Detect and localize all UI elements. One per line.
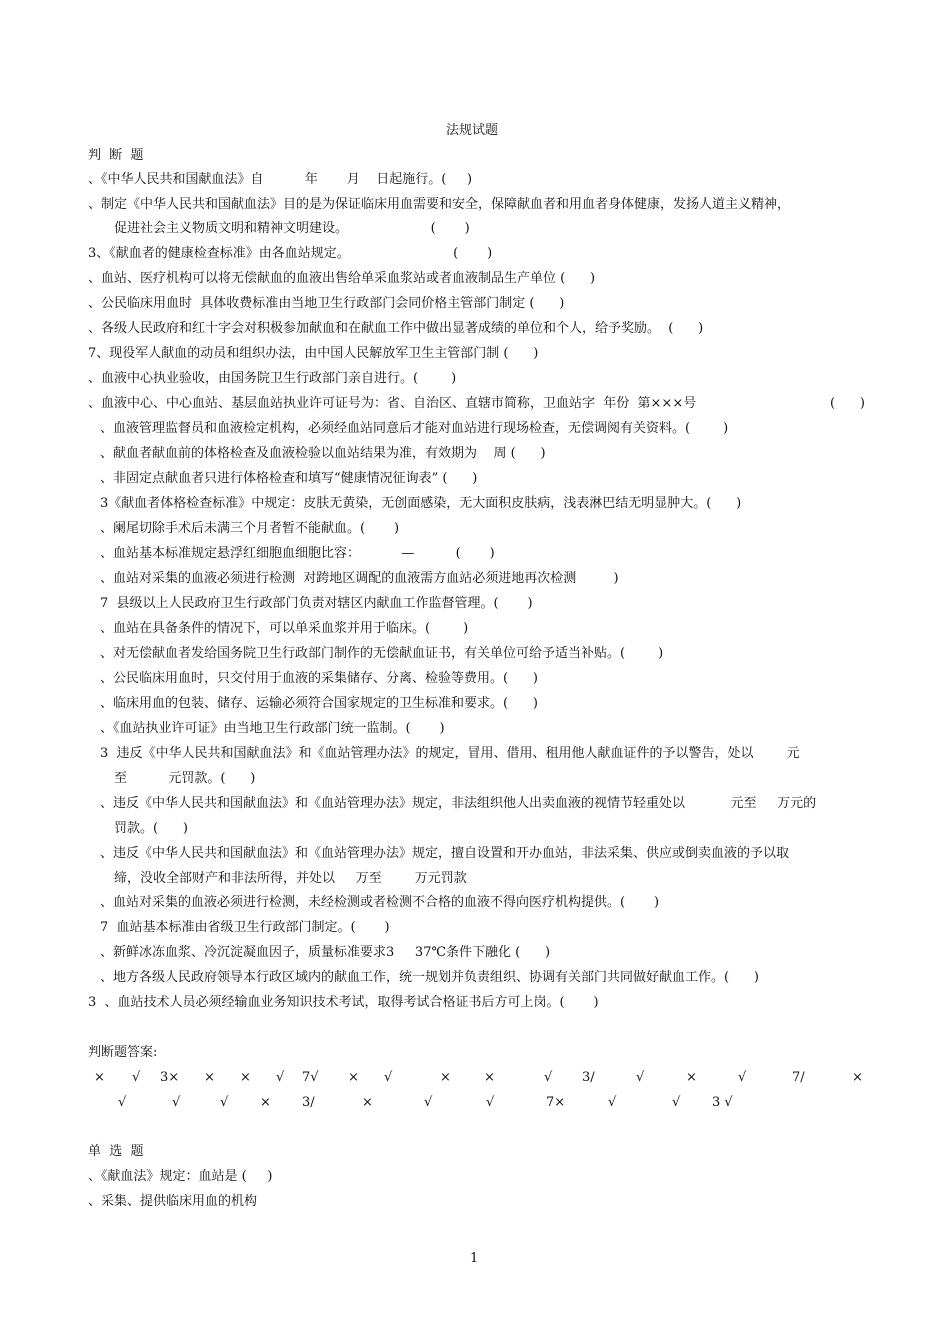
answer-mark: √: [544, 1070, 553, 1085]
answer-mark: ×: [686, 1070, 697, 1085]
mc-question-1: 、《献血法》规定：血站是 ( ): [88, 1169, 273, 1184]
question-21: 、临床用血的包装、储存、运输必须符合国家规定的卫生标准和要求。( ): [100, 696, 538, 711]
question-23: 3 违反《中华人民共和国献血法》和《血站管理办法》的规定，冒用、借用、租用他人献血证件的予以警告，处以 元: [100, 746, 800, 761]
question-14: 、阑尾切除手术后未满三个月者暂不能献血。( ): [100, 521, 400, 536]
answer-mark: √: [424, 1095, 433, 1110]
mc-option-a: 、采集、提供临床用血的机构: [88, 1194, 258, 1209]
question-25-continued: 缔，没收全部财产和非法所得，并处以 万至 万元罚款: [114, 871, 467, 886]
answer-mark: 3×: [160, 1070, 180, 1085]
answer-mark: 7/: [792, 1070, 805, 1085]
question-27: 7 血站基本标准由省级卫生行政部门制定。( ): [100, 920, 390, 935]
answer-mark: √: [276, 1070, 285, 1085]
question-24-continued: 罚款。( ): [114, 821, 188, 836]
question-2-continued: 促进社会主义物质文明和精神文明建设。 ( ): [114, 221, 470, 236]
question-6: 、各级人民政府和红十字会对积极参加献血和在献血工作中做出显著成绩的单位和个人，给予奖励。 ( ): [88, 321, 704, 336]
answer-mark: ×: [94, 1070, 105, 1085]
question-29: 、地方各级人民政府领导本行政区域内的献血工作，统一规划并负责组织、协调有关部门共同做好献血工作。( ): [100, 970, 759, 985]
answer-mark: ×: [348, 1070, 359, 1085]
question-16: 、血站对采集的血液必须进行检测 对跨地区调配的血液需方血站必须进地再次检测 ): [100, 571, 619, 586]
question-18: 、血站在具备条件的情况下，可以单采血浆并用于临床。( ): [100, 621, 469, 636]
question-12: 、非固定点献血者只进行体格检查和填写“健康情况征询表” ( ): [100, 471, 478, 486]
question-9-bracket: ( ): [830, 396, 865, 411]
question-22: 、《血站执业许可证》由当地卫生行政部门统一监制。( ): [100, 721, 445, 736]
answer-mark: √: [172, 1095, 181, 1110]
answer-mark: √: [384, 1070, 393, 1085]
question-25: 、违反《中华人民共和国献血法》和《血站管理办法》规定，擅自设置和开办血站，非法采集、供应或倒卖血液的予以取: [100, 846, 790, 861]
section-heading-true-false: 判 断 题: [88, 148, 144, 163]
question-13: 3《献血者体格检查标准》中规定：皮肤无黄染，无创面感染，无大面积皮肤病，浅表淋巴结无明显肿大。( ): [100, 496, 742, 511]
answers-heading: 判断题答案:: [88, 1045, 158, 1060]
question-20: 、公民临床用血时，只交付用于血液的采集储存、分离、检验等费用。( ): [100, 671, 538, 686]
question-17: 7 县级以上人民政府卫生行政部门负责对辖区内献血工作监督管理。( ): [100, 596, 533, 611]
question-19: 、对无偿献血者发给国务院卫生行政部门制作的无偿献血证书，有关单位可给予适当补贴。( ): [100, 646, 664, 661]
answer-mark: √: [672, 1095, 681, 1110]
answer-mark: ×: [240, 1070, 251, 1085]
answer-mark: ×: [852, 1070, 863, 1085]
answer-mark: ×: [260, 1095, 271, 1110]
page-title: 法规试题: [446, 123, 499, 138]
question-5: 、公民临床用血时 具体收费标准由当地卫生行政部门会同价格主管部门制定 ( ): [88, 296, 565, 311]
answer-mark: 7√: [302, 1070, 319, 1085]
question-4: 、血站、医疗机构可以将无偿献血的血液出售给单采血浆站或者血液制品生产单位 ( ): [88, 271, 596, 286]
answer-mark: 3 √: [712, 1095, 733, 1110]
answer-mark: ×: [440, 1070, 451, 1085]
question-24: 、违反《中华人民共和国献血法》和《血站管理办法》规定，非法组织他人出卖血液的视情节轻重处以 元至 万元的: [100, 796, 817, 811]
answer-mark: ×: [362, 1095, 373, 1110]
question-1: 、《中华人民共和国献血法》自 年 月 日起施行。( ): [88, 172, 473, 187]
section-heading-single-choice: 单 选 题: [88, 1144, 144, 1159]
question-28: 、新鲜冰冻血浆、冷沉淀凝血因子，质量标准要求3 37℃条件下融化 ( ): [100, 945, 551, 960]
answer-mark: 3/: [582, 1070, 595, 1085]
answer-mark: ×: [484, 1070, 495, 1085]
answer-mark: ×: [204, 1070, 215, 1085]
question-8: 、血液中心执业验收，由国务院卫生行政部门亲自进行。( ): [88, 371, 457, 386]
answer-mark: 7×: [546, 1095, 566, 1110]
answer-mark: √: [118, 1095, 127, 1110]
question-26: 、血站对采集的血液必须进行检测，未经检测或者检测不合格的血液不得向医疗机构提供。( ): [100, 895, 660, 910]
answer-mark: √: [486, 1095, 495, 1110]
question-11: 、献血者献血前的体格检查及血液检验以血站结果为准，有效期为 周 ( ): [100, 446, 546, 461]
question-2: 、制定《中华人民共和国献血法》目的是为保证临床用血需要和安全，保障献血者和用血者身体健康，发扬人道主义精神，: [88, 197, 791, 212]
answer-mark: √: [220, 1095, 229, 1110]
question-15: 、血站基本标准规定悬浮红细胞血细胞比容： — ( ): [100, 546, 495, 561]
question-10: 、血液管理监督员和血液检定机构，必须经血站同意后才能对血站进行现场检查，无偿调阅有关资料。( ): [100, 421, 729, 436]
question-23-continued: 至 元罚款。( ): [114, 771, 256, 786]
question-9: 、血液中心、中心血站、基层血站执业许可证号为：省、自治区、直辖市简称，卫血站字 年份 第×××号: [88, 396, 697, 411]
answer-mark: √: [132, 1070, 141, 1085]
answer-mark: √: [608, 1095, 617, 1110]
question-30: 3 、血站技术人员必须经输血业务知识技术考试，取得考试合格证书后方可上岗。( ): [88, 995, 599, 1010]
answer-mark: √: [636, 1070, 645, 1085]
answer-mark: 3/: [302, 1095, 315, 1110]
question-3: 3、《献血者的健康检查标准》由各血站规定。 ( ): [88, 246, 493, 261]
answer-mark: √: [738, 1070, 747, 1085]
question-7: 7、现役军人献血的动员和组织办法，由中国人民解放军卫生主管部门制 ( ): [88, 346, 539, 361]
page-number: 1: [470, 1251, 479, 1266]
